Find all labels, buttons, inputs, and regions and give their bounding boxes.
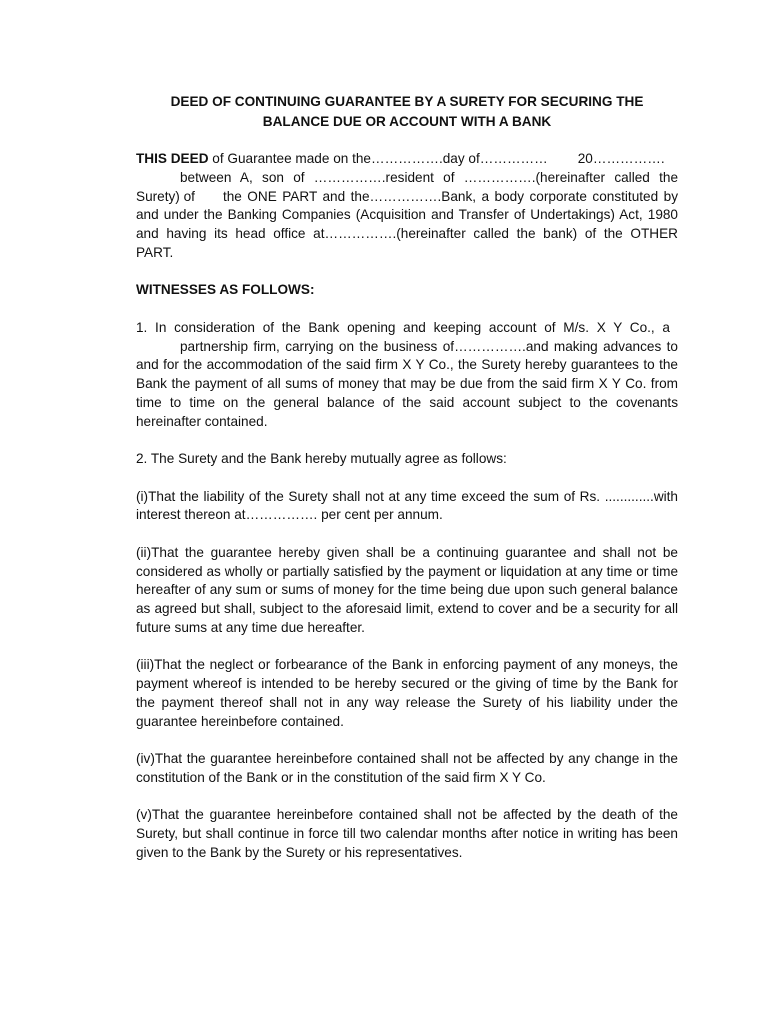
preamble-lead: THIS DEED	[136, 151, 209, 166]
subclause-iv: (iv)That the guarantee hereinbefore contained shall not be affected by any change in the constitution of the Bank or in the constitution of the said firm X Y Co.	[136, 751, 678, 785]
witnesses-heading: WITNESSES AS FOLLOWS:	[136, 282, 315, 298]
subclause-ii: (ii)That the guarantee hereby given shall be a continuing guarantee and shall not be considered as wholly or partially satisfied by the payment or liquidation at any time or time hereafter of any sum or sums of money for the time being due upon such general balance as agreed but shall, subject to the aforesaid limit, extend to cover and be a security for all future sums at any time due hereafter.	[136, 544, 678, 635]
title-line-2: BALANCE DUE OR ACCOUNT WITH A BANK	[262, 114, 552, 129]
subclause-v: (v)That the guarantee hereinbefore contained shall not be affected by the death of the Surety, but shall continue in force till two calendar months after notice in writing has been given to the Bank by the Surety or his representatives.	[136, 807, 678, 860]
preamble-line-4: and under the Banking Companies (Acquisition and Transfer of Undertakings) Act, 1980	[136, 207, 678, 223]
preamble-line-2	[136, 169, 678, 188]
preamble-line-1-text: of Guarantee made on the…………….day of……………	[208, 151, 548, 166]
preamble-line-6: PART.	[136, 244, 174, 260]
preamble-line-3a: Surety) of	[136, 188, 195, 204]
clause-1-line-2-text: partnership firm, carrying on the business of…………….and making advances to	[180, 338, 678, 354]
clause-1-line-2	[136, 338, 678, 357]
preamble-year: 20…………….	[577, 151, 665, 166]
clause-2: 2. The Surety and the Bank hereby mutually agree as follows:	[136, 451, 507, 467]
subclause-i: (i)That the liability of the Surety shall not at any time exceed the sum of Rs. .............with interest thereon at……………. per cent per annum.	[136, 488, 678, 523]
document-title	[136, 92, 678, 132]
preamble-line-3	[136, 188, 678, 207]
preamble-paragraph	[136, 150, 678, 263]
clause-1	[136, 319, 678, 432]
preamble-line-3b: the ONE PART and the…………….Bank, a body corporate constituted by	[222, 188, 678, 204]
preamble-line-1	[136, 150, 678, 169]
preamble-line-5: and having its head office at…………….(hereinafter called the bank) of the OTHER	[136, 226, 678, 242]
title-line-1: DEED OF CONTINUING GUARANTEE BY A SURETY FOR SECURING THE	[170, 94, 644, 109]
deed-document	[136, 92, 678, 881]
preamble-line-2-text: between A, son of …………….resident of …………….(hereinafter called the	[180, 169, 678, 185]
subclause-iii: (iii)That the neglect or forbearance of the Bank in enforcing payment of any moneys, the payment whereof is intended to be hereby secured or the giving of time by the Bank for the payment thereof shall not in any way release the Surety of his liability under the guarantee hereinbefore contained.	[136, 657, 678, 729]
clause-1-rest: and for the accommodation of the said firm X Y Co., the Surety hereby guarantees to the Bank the payment of all sums of money that may be due from the said firm X Y Co. from time to time on the general balance of the said account subject to the covenants hereinafter contained.	[136, 357, 678, 429]
clause-1-line-1: 1. In consideration of the Bank opening and keeping account of M/s. X Y Co., a	[136, 319, 670, 335]
